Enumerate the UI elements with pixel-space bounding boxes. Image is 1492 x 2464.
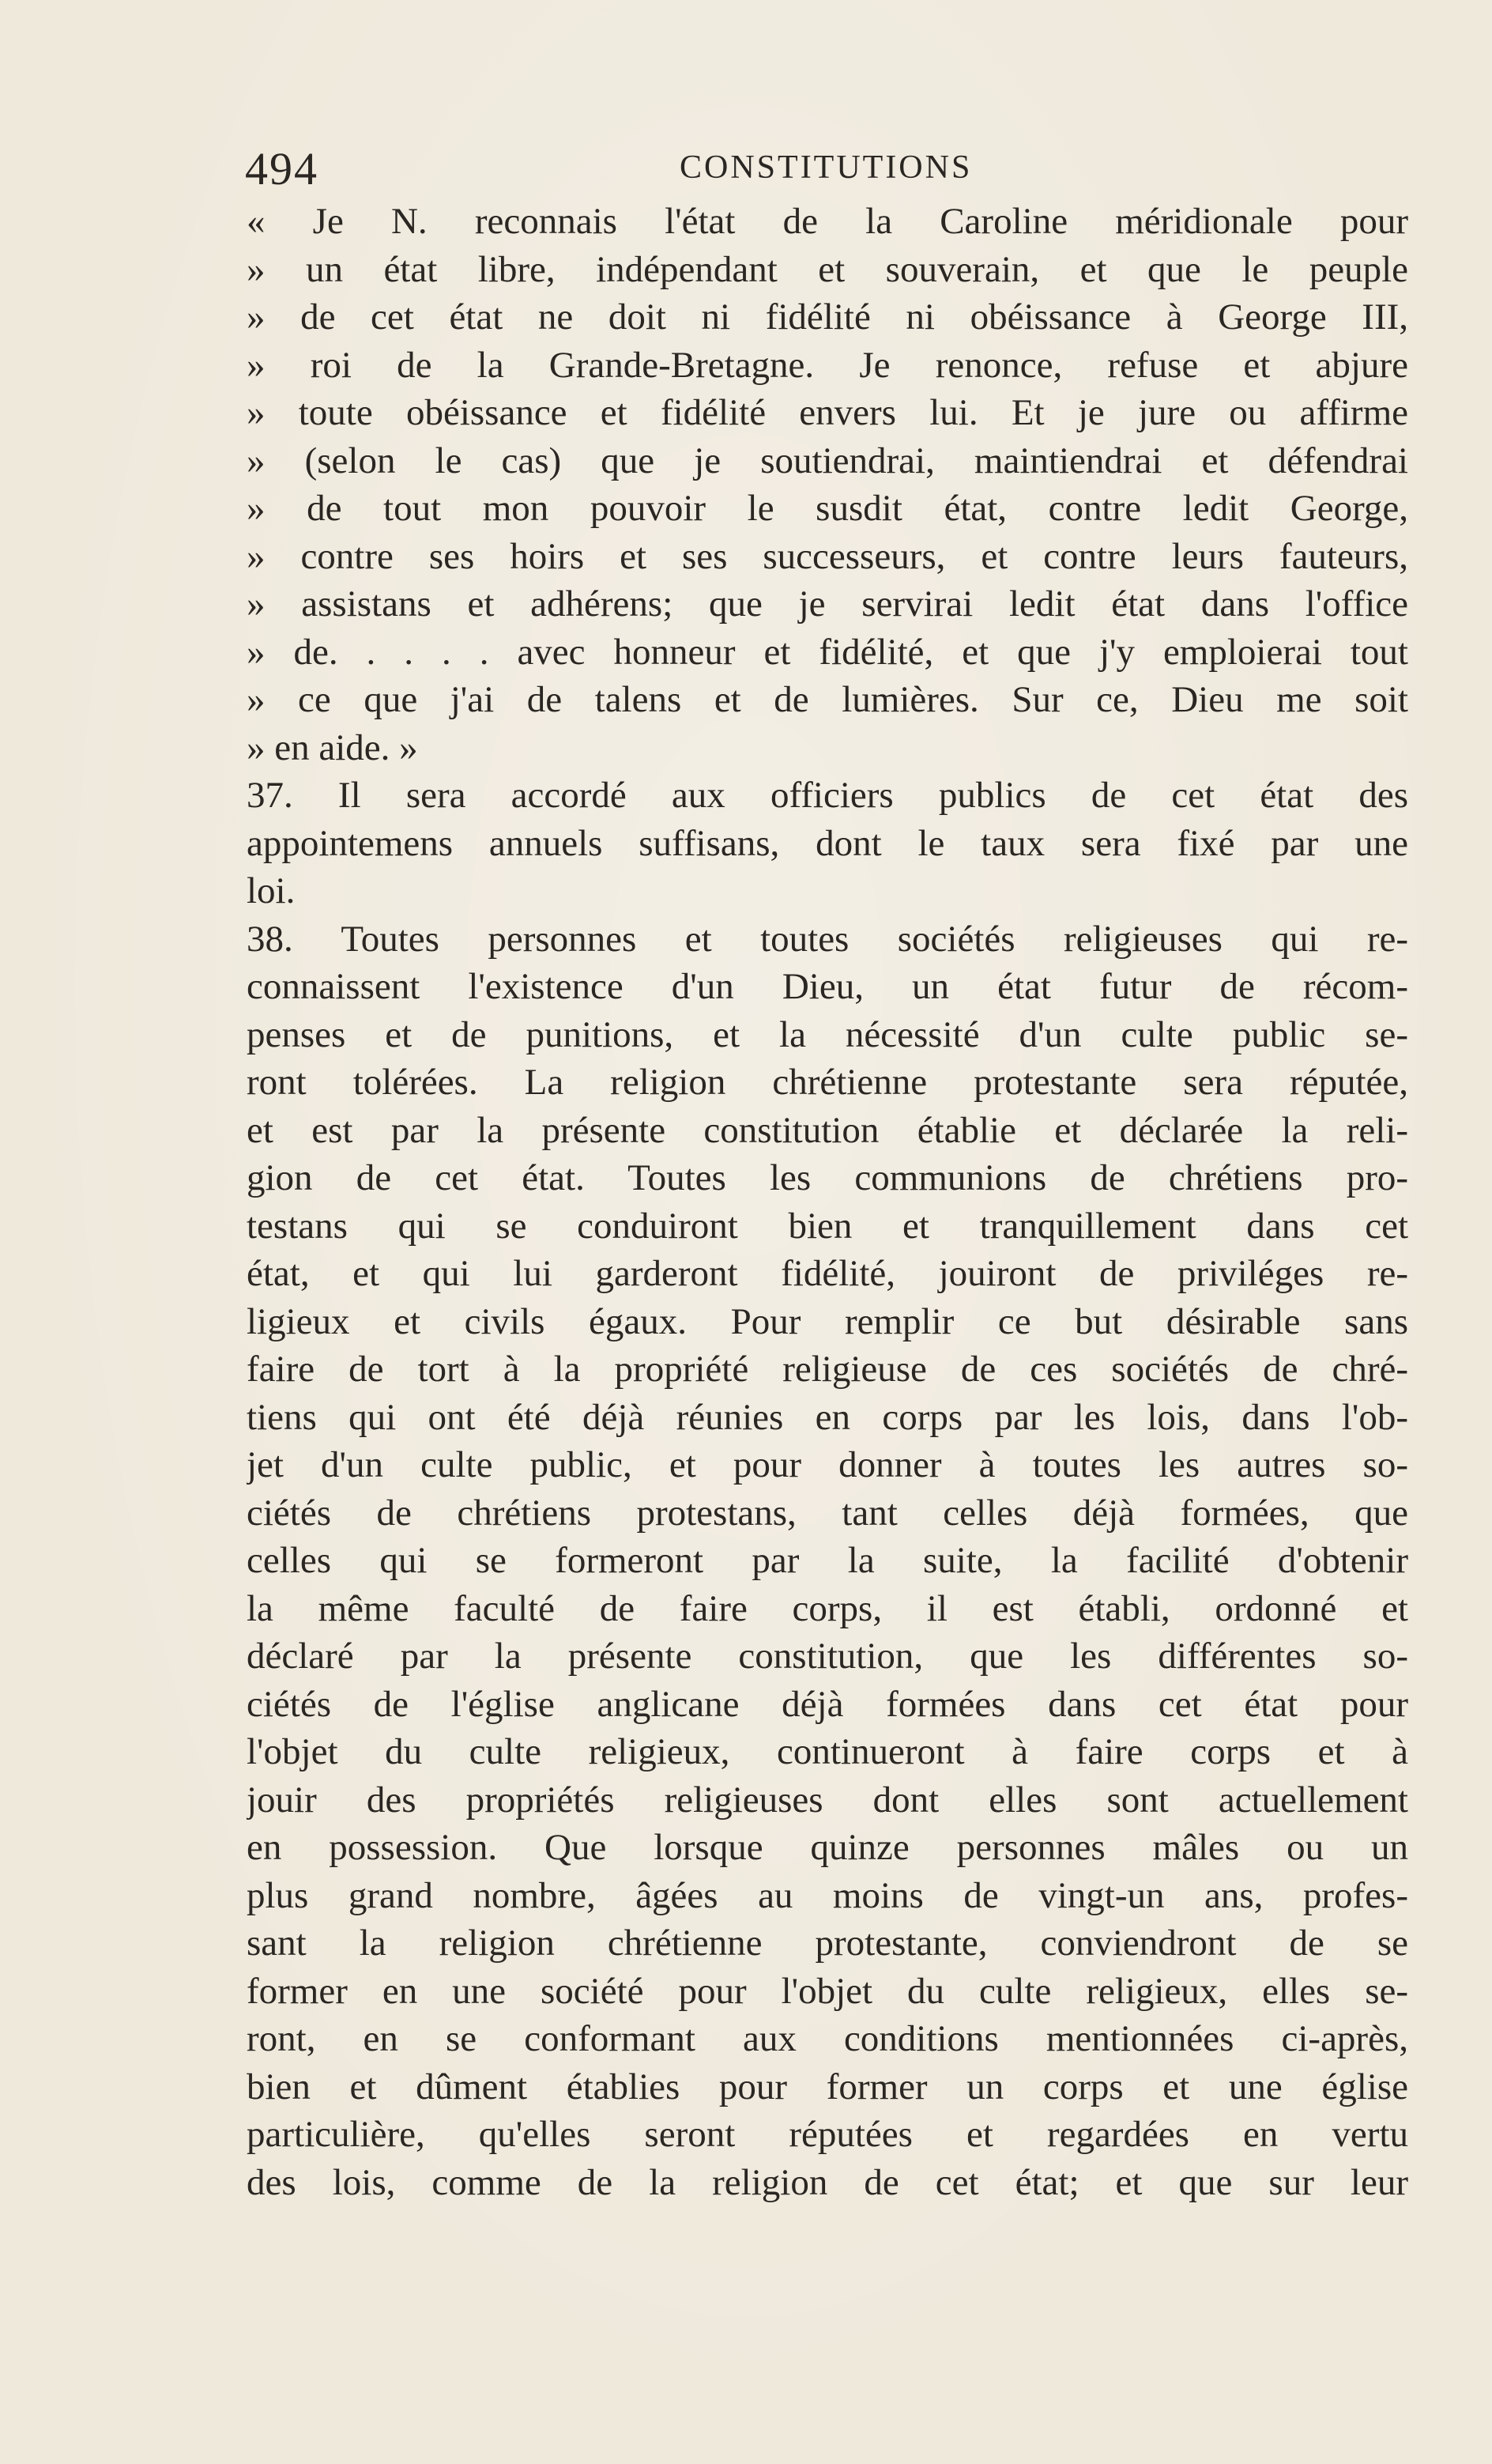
text-line: loi.: [247, 870, 296, 911]
text-line: déclaré par la présente constitution, que les différentes so-: [247, 1636, 1408, 1677]
text-line: bien et dûment établies pour former un corps et une église: [247, 2066, 1408, 2107]
text-line: » un état libre, indépendant et souverain, et que le peuple: [247, 248, 1408, 290]
text-line: » de tout mon pouvoir le susdit état, contre ledit George,: [247, 488, 1408, 529]
text-line: état, et qui lui garderont fidélité, jouiront de priviléges re-: [247, 1253, 1408, 1294]
text-line: gion de cet état. Toutes les communions de chrétiens pro-: [247, 1157, 1408, 1198]
text-line: 37. Il sera accordé aux officiers publics de cet état des: [247, 775, 1408, 816]
text-line: particulière, qu'elles seront réputées et regardées en vertu: [247, 2114, 1408, 2155]
body-text: [247, 198, 1408, 2206]
text-line: jouir des propriétés religieuses dont elles sont actuellement: [247, 1779, 1408, 1821]
text-line: » de. . . . . avec honneur et fidélité, et que j'y emploierai tout: [247, 631, 1408, 673]
text-line: » (selon le cas) que je soutiendrai, maintiendrai et défendrai: [247, 440, 1408, 481]
text-line: « Je N. reconnais l'état de la Caroline méridionale pour: [247, 201, 1408, 242]
text-line: ciétés de chrétiens protestans, tant celles déjà formées, que: [247, 1492, 1408, 1534]
page-header: [245, 142, 1407, 198]
text-line: en possession. Que lorsque quinze personnes mâles ou un: [247, 1827, 1408, 1868]
text-line: sant la religion chrétienne protestante, conviendront de se: [247, 1923, 1408, 1964]
text-line: ront, en se conformant aux conditions mentionnées ci-après,: [247, 2018, 1408, 2059]
text-line: l'objet du culte religieux, continueront à faire corps et à: [247, 1731, 1408, 1772]
text-line: jet d'un culte public, et pour donner à toutes les autres so-: [247, 1444, 1408, 1485]
text-line: des lois, comme de la religion de cet état; et que sur leur: [247, 2161, 1408, 2203]
text-line: la même faculté de faire corps, il est établi, ordonné et: [247, 1587, 1408, 1629]
text-line: » ce que j'ai de talens et de lumières. Sur ce, Dieu me soit: [247, 679, 1408, 720]
text-line: plus grand nombre, âgées au moins de vingt-un ans, profes-: [247, 1874, 1408, 1916]
text-line: » en aide. »: [247, 726, 418, 768]
text-line: ciétés de l'église anglicane déjà formées dans cet état pour: [247, 1683, 1408, 1725]
running-title: CONSTITUTIONS: [680, 149, 973, 186]
text-line: ront tolérées. La religion chrétienne protestante sera réputée,: [247, 1062, 1408, 1103]
text-line: faire de tort à la propriété religieuse de ces sociétés de chré-: [247, 1349, 1408, 1390]
text-line: » roi de la Grande-Bretagne. Je renonce, refuse et abjure: [247, 344, 1408, 386]
text-line: appointemens annuels suffisans, dont le taux sera fixé par une: [247, 822, 1408, 864]
text-line: 38. Toutes personnes et toutes sociétés religieuses qui re-: [247, 918, 1408, 960]
text-line: former en une société pour l'objet du culte religieux, elles se-: [247, 1970, 1408, 2012]
text-line: et est par la présente constitution établie et déclarée la reli-: [247, 1109, 1408, 1151]
text-line: » assistans et adhérens; que je servirai ledit état dans l'office: [247, 583, 1408, 624]
page-number: 494: [245, 143, 318, 194]
text-line: tiens qui ont été déjà réunies en corps par les lois, dans l'ob-: [247, 1396, 1408, 1438]
text-line: » de cet état ne doit ni fidélité ni obéissance à George III,: [247, 296, 1408, 338]
text-line: » contre ses hoirs et ses successeurs, et contre leurs fauteurs,: [247, 535, 1408, 577]
text-line: celles qui se formeront par la suite, la facilité d'obtenir: [247, 1540, 1408, 1581]
text-line: » toute obéissance et fidélité envers lui. Et je jure ou affirme: [247, 392, 1408, 433]
text-line: testans qui se conduiront bien et tranquillement dans cet: [247, 1205, 1408, 1247]
text-line: ligieux et civils égaux. Pour remplir ce but désirable sans: [247, 1300, 1408, 1342]
text-line: connaissent l'existence d'un Dieu, un état futur de récom-: [247, 966, 1408, 1007]
text-line: penses et de punitions, et la nécessité d'un culte public se-: [247, 1013, 1408, 1055]
